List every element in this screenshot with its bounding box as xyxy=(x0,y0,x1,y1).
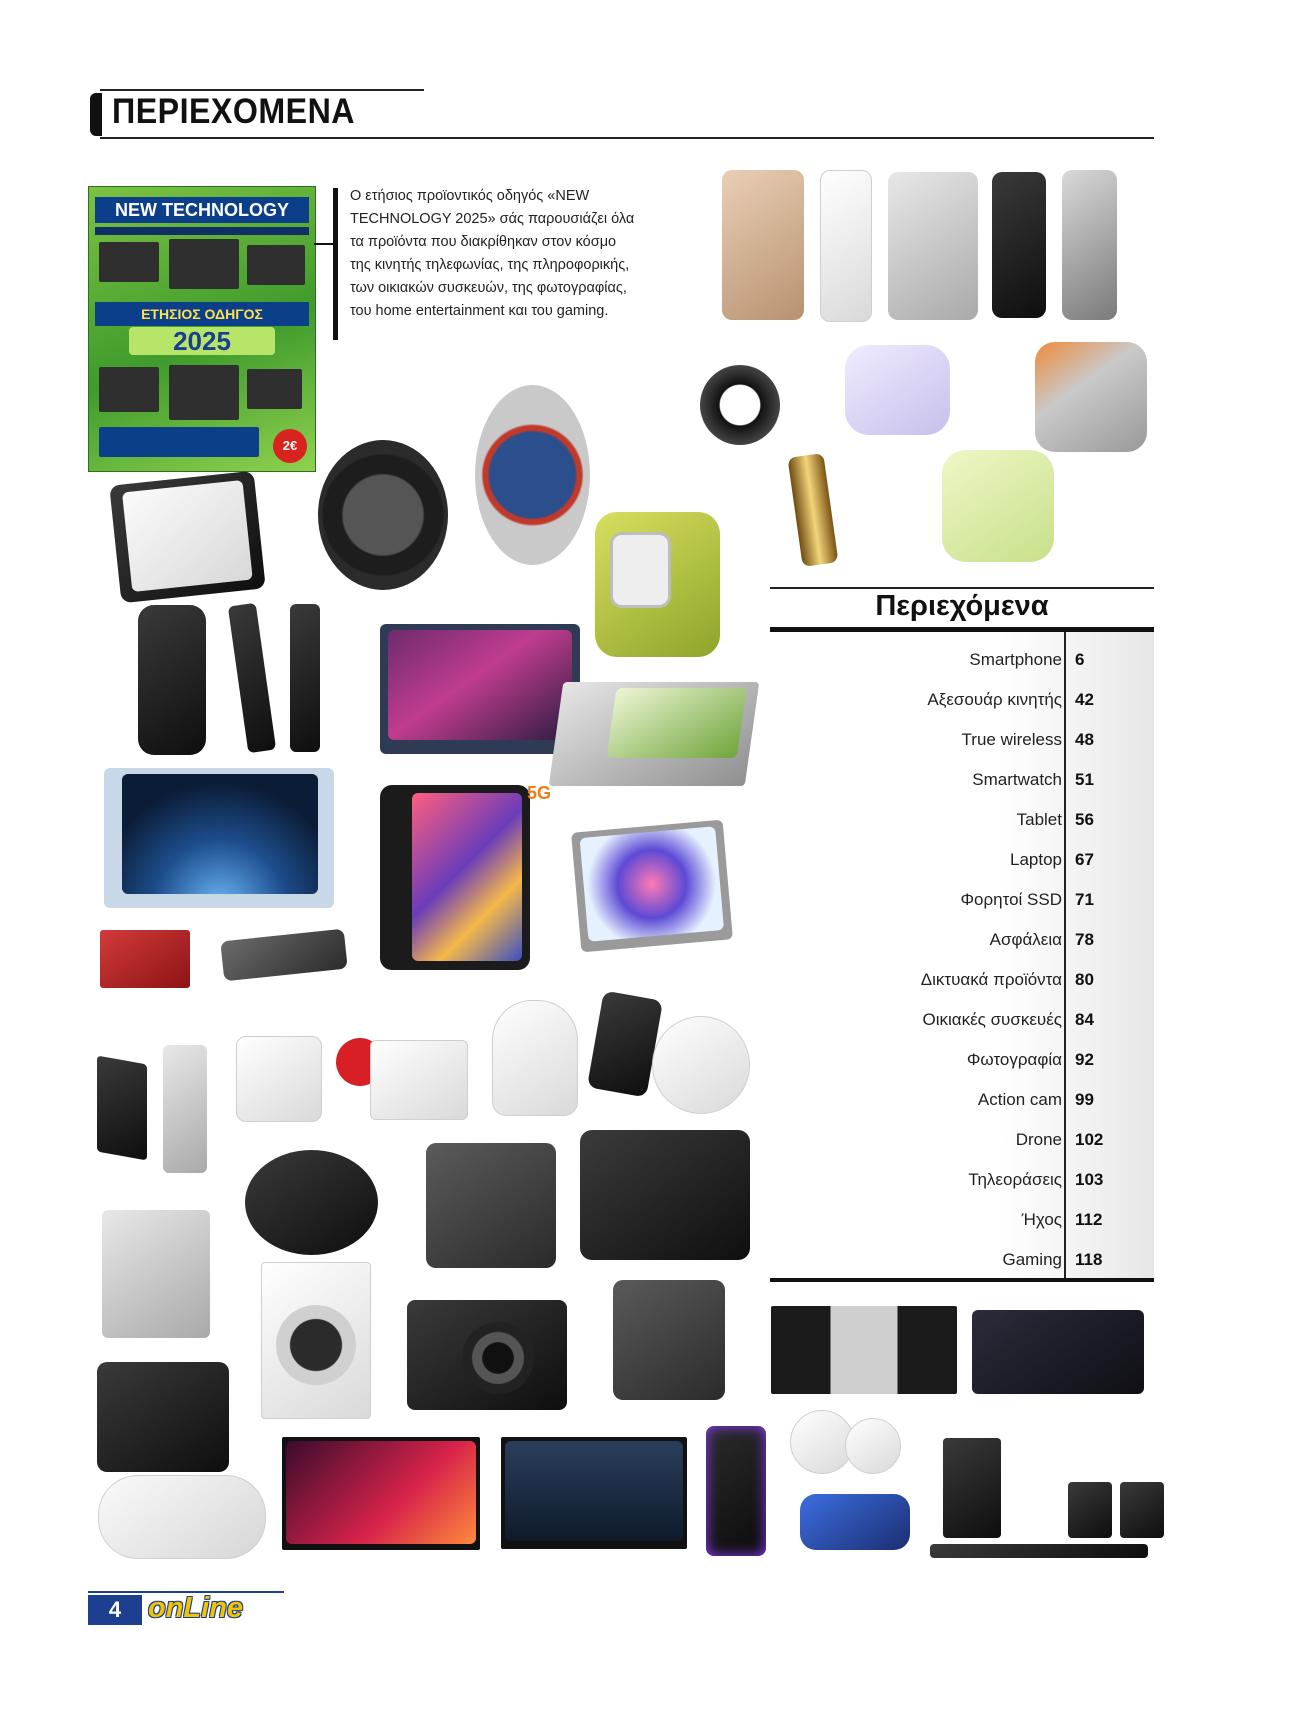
toc-item-page: 56 xyxy=(1075,810,1094,829)
toc-item[interactable] xyxy=(770,680,1154,720)
ssd-image xyxy=(220,929,348,982)
toc-item-page: 6 xyxy=(1075,650,1085,669)
party-speaker-image xyxy=(706,1426,766,1556)
toc-top-rule xyxy=(770,587,1154,589)
washing-machine-image xyxy=(261,1262,371,1419)
foldable-phone-image xyxy=(888,172,978,320)
toc-title: Περιεχόμενα xyxy=(875,590,1049,622)
toc-item-label: Τηλεοράσεις xyxy=(968,1170,1062,1189)
cover-footer-strip xyxy=(99,427,259,457)
camera-image xyxy=(407,1300,567,1410)
intro-connector xyxy=(314,243,333,245)
subwoofer-image xyxy=(943,1438,1001,1538)
toc-item[interactable] xyxy=(770,960,1154,1000)
toc-item-label: Smartphone xyxy=(969,650,1062,669)
header-rule xyxy=(100,137,1154,139)
toc-bottom-rule xyxy=(770,1278,1154,1282)
solar-panel-image xyxy=(587,991,663,1098)
instant-camera-image xyxy=(613,1280,725,1400)
page-title: ΠΕΡΙΕΧΟΜΕΝΑ xyxy=(112,92,356,131)
toc-item-page: 92 xyxy=(1075,1050,1094,1069)
ssd-image xyxy=(100,930,190,988)
cover-product-image xyxy=(247,245,305,285)
turntable-image xyxy=(972,1310,1144,1394)
toc-item-label: Ήχος xyxy=(1021,1210,1062,1229)
surround-speaker-image xyxy=(1068,1482,1112,1538)
toc-item-label: Οικιακές συσκευές xyxy=(922,1010,1062,1029)
toc-item-label: Φορητοί SSD xyxy=(960,890,1062,909)
tablet-image xyxy=(571,820,733,953)
magazine-logo: onLine xyxy=(148,1592,244,1624)
cover-band: ΕΤΗΣΙΟΣ ΟΔΗΓΟΣ xyxy=(95,302,309,326)
toc-item[interactable] xyxy=(770,1120,1154,1160)
gold-ring-image xyxy=(788,453,839,567)
toc-item-label: Tablet xyxy=(1016,810,1062,829)
toc-item-label: Δικτυακά προϊόντα xyxy=(920,970,1062,989)
toc-item[interactable] xyxy=(770,1240,1154,1280)
tablet-image xyxy=(109,471,266,604)
coffee-machine-image xyxy=(102,1210,210,1338)
laptop-image xyxy=(104,768,334,908)
page-number: 4 xyxy=(88,1595,142,1625)
toc-item[interactable] xyxy=(770,1200,1154,1240)
toc-item[interactable] xyxy=(770,880,1154,920)
toc-item-label: Αξεσουάρ κινητής xyxy=(927,690,1062,709)
cover-subtitle-strip xyxy=(95,227,309,235)
toc-item-page: 103 xyxy=(1075,1170,1104,1189)
earbuds-image xyxy=(1035,342,1147,452)
toc-item-page: 71 xyxy=(1075,890,1094,909)
action-camera-image xyxy=(580,1130,750,1260)
kitchen-robot-image xyxy=(426,1143,556,1268)
earbuds-image xyxy=(845,345,950,435)
five-g-badge: 5G xyxy=(527,783,552,803)
cordless-phone-image xyxy=(228,603,276,753)
television-image xyxy=(501,1437,687,1549)
smartwatch-image xyxy=(475,385,590,565)
cover-product-image xyxy=(99,367,159,412)
cover-title: NEW TECHNOLOGY xyxy=(95,197,309,223)
toc-item[interactable] xyxy=(770,1000,1154,1040)
toc-item-label: Smartwatch xyxy=(972,770,1062,789)
toc-item-label: Action cam xyxy=(977,1090,1062,1109)
security-camera-image xyxy=(652,1016,750,1114)
cover-year: 2025 xyxy=(129,327,275,355)
cordless-phone-image xyxy=(138,605,206,755)
smart-ring-image xyxy=(700,365,780,445)
router-image xyxy=(370,1040,468,1120)
smartphone-image xyxy=(992,172,1046,318)
drone-image xyxy=(98,1475,266,1559)
laptop-image xyxy=(549,682,760,786)
smartphone-image xyxy=(722,170,804,320)
toc-item[interactable] xyxy=(770,840,1154,880)
cordless-phone-image xyxy=(290,604,320,752)
cover-product-image xyxy=(99,242,159,282)
router-image xyxy=(236,1036,322,1122)
toc-item-label: Φωτογραφία xyxy=(966,1050,1062,1069)
robot-vacuum-image xyxy=(245,1150,378,1255)
toc-item[interactable] xyxy=(770,800,1154,840)
video-doorbell-image xyxy=(163,1045,207,1173)
toc-item-page: 99 xyxy=(1075,1090,1094,1109)
toc-item-page: 84 xyxy=(1075,1010,1094,1029)
smartphone-image xyxy=(820,170,872,322)
toc-item[interactable] xyxy=(770,1080,1154,1120)
bluetooth-speaker-image xyxy=(800,1494,910,1550)
solar-panel-image xyxy=(97,1056,147,1161)
toc-item-page: 102 xyxy=(1075,1130,1104,1149)
air-fryer-image xyxy=(97,1362,229,1472)
toc-item[interactable] xyxy=(770,920,1154,960)
soundbar-image xyxy=(930,1544,1148,1558)
cover-product-image xyxy=(247,369,302,409)
television-image xyxy=(282,1437,480,1550)
toc-item-page: 118 xyxy=(1075,1250,1103,1269)
toc-item-page: 48 xyxy=(1075,730,1094,749)
tablet-image xyxy=(380,785,530,970)
smartwatch-image xyxy=(595,512,720,657)
header-top-rule xyxy=(100,89,424,91)
toc-item-label: Laptop xyxy=(1010,850,1062,869)
header-tab-marker xyxy=(90,93,102,136)
smartphone-image xyxy=(1062,170,1117,320)
toc-item-label: Ασφάλεια xyxy=(989,930,1062,949)
security-camera-image xyxy=(492,1000,578,1116)
cover-price-badge: 2€ xyxy=(273,429,307,463)
smartwatch-image xyxy=(318,440,448,590)
toc-item[interactable] xyxy=(770,1040,1154,1080)
intro-bar xyxy=(333,188,338,340)
laptop-image xyxy=(380,624,580,754)
cover-product-image xyxy=(169,239,239,289)
toc-item[interactable] xyxy=(770,760,1154,800)
toc-item-label: Drone xyxy=(1015,1130,1062,1149)
earphone-case-image xyxy=(845,1418,901,1474)
toc-item[interactable] xyxy=(770,640,1154,680)
surround-speaker-image xyxy=(1120,1482,1164,1538)
earbuds-image xyxy=(942,450,1054,562)
toc-item-label: Gaming xyxy=(1002,1250,1062,1269)
cover-product-image xyxy=(169,365,239,420)
toc-item-page: 78 xyxy=(1075,930,1094,949)
toc-item-page: 112 xyxy=(1075,1210,1103,1229)
toc-item-label: True wireless xyxy=(961,730,1062,749)
toc-item[interactable] xyxy=(770,1160,1154,1200)
toc-item[interactable] xyxy=(770,720,1154,760)
micro-system-image xyxy=(771,1306,957,1394)
toc-item-page: 51 xyxy=(1075,770,1094,789)
toc-item-page: 42 xyxy=(1075,690,1094,709)
toc-item-page: 80 xyxy=(1075,970,1094,989)
intro-paragraph: Ο ετήσιος προϊοντικός οδηγός «NEW TECHNOLOGY 2025» σάς παρουσιάζει όλα τα προϊόντα που διακρίθηκαν στον κόσμο της κινητής τηλεφωνίας, της πληροφορικής, των οικιακών συσκευών, της φωτογραφίας, του home entertainment και του gaming. xyxy=(350,188,635,319)
toc-item-page: 67 xyxy=(1075,850,1094,869)
magazine-cover xyxy=(88,186,316,472)
